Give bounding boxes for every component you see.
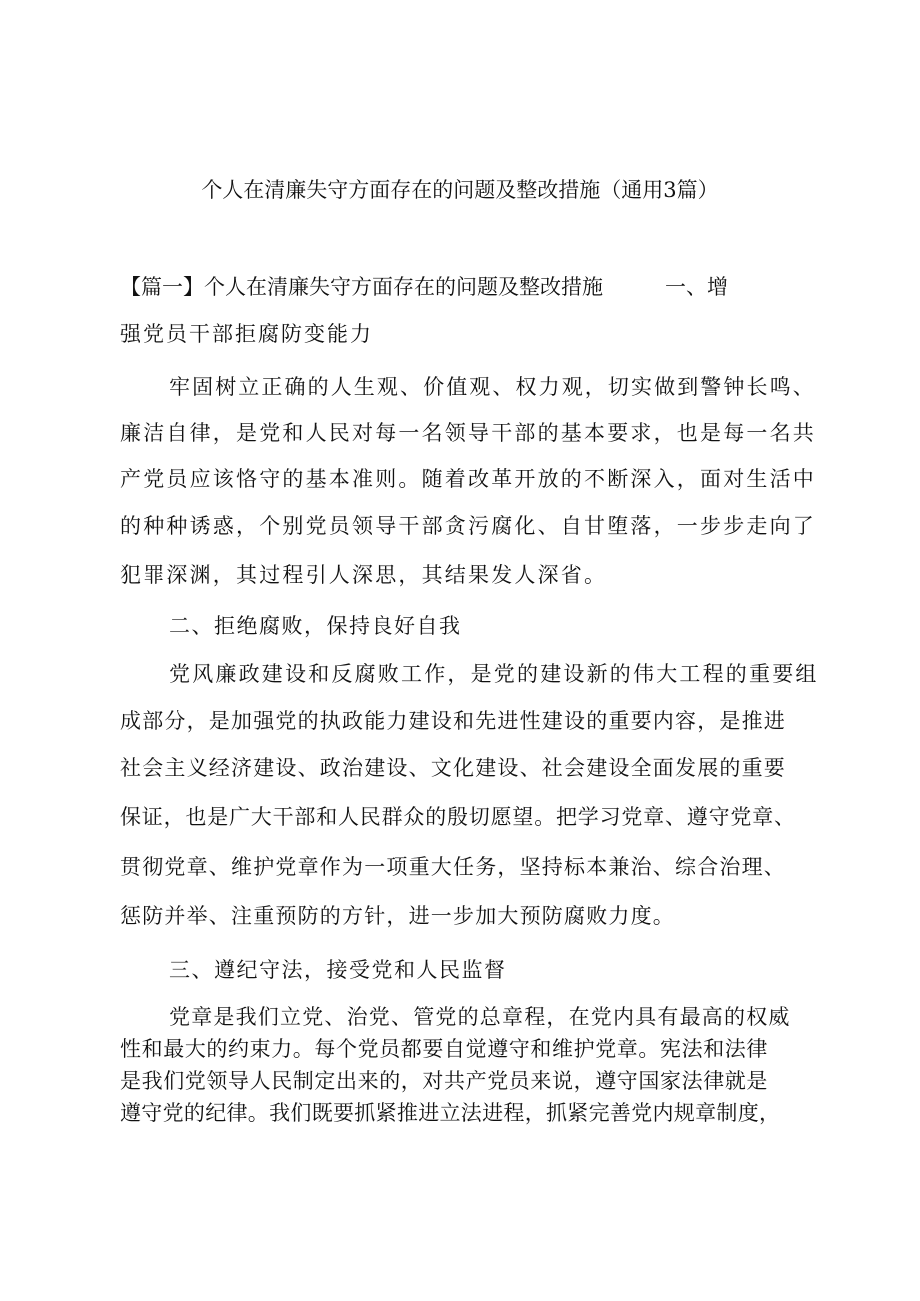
text-line-17: 性和最大的约束力。每个党员都要自觉遵守和维护党章。宪法和法律	[120, 1037, 768, 1061]
text-line-12: 保证，也是广大干部和人民群众的殷切愿望。把学习党章、遵守党章、	[120, 805, 796, 829]
text-line-7: 犯罪深渊，其过程引人深思，其结果发人深省。	[120, 563, 608, 587]
text-line-3: 牢固树立正确的人生观、价值观、权力观，切实做到警钟长鸣、	[169, 375, 816, 399]
text-line-9: 党风廉政建设和反腐败工作，是党的建设新的伟大工程的重要组	[169, 662, 819, 686]
text-line-6: 的种种诱惑，个别党员领导干部贪污腐化、自甘堕落，一步步走向了	[120, 514, 816, 538]
section-heading-1-tail: 一、增	[665, 275, 728, 299]
text-line-10: 成部分，是加强党的执政能力建设和先进性建设的重要内容，是推进	[120, 709, 786, 733]
section-heading-2: 二、拒绝腐败，保持良好自我	[169, 614, 462, 638]
text-line-16: 党章是我们立党、治党、管党的总章程，在党内具有最高的权威	[169, 1005, 791, 1029]
text-line-11: 社会主义经济建设、政治建设、文化建设、社会建设全面发展的重要	[120, 756, 786, 780]
text-line-5: 产党员应该恪守的基本准则。随着改革开放的不断深入，面对生活中	[120, 467, 816, 491]
text-line-4: 廉洁自律，是党和人民对每一名领导干部的基本要求，也是每一名共	[120, 421, 816, 445]
section-heading-3: 三、遵纪守法，接受党和人民监督	[169, 958, 507, 982]
text-line-1	[120, 271, 728, 303]
text-line-19: 遵守党的纪律。我们既要抓紧推进立法进程，抓紧完善党内规章制度，	[120, 1101, 781, 1125]
text-line-2: 强党员干部拒腐防变能力	[120, 322, 373, 346]
text-line-14: 惩防并举、注重预防的方针，进一步加大预防腐败力度。	[120, 904, 675, 928]
section-heading-1: 【篇一】个人在清廉失守方面存在的问题及整改措施	[120, 275, 603, 299]
document-title: 个人在清廉失守方面存在的问题及整改措施（通用3篇）	[201, 178, 719, 202]
text-line-13: 贯彻党章、维护党章作为一项重大任务，坚持标本兼治、综合治理、	[120, 855, 786, 879]
text-line-18: 是我们党领导人民制定出来的，对共产党员来说，遵守国家法律就是	[120, 1069, 768, 1093]
